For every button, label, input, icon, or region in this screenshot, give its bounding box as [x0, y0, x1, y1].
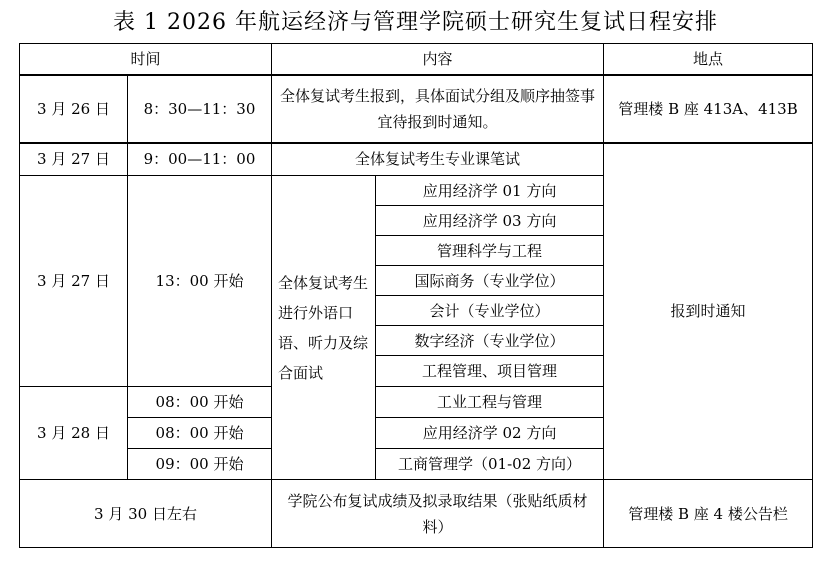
date-cell: 3 月 28 日	[20, 387, 128, 480]
date-cell: 3 月 30 日左右	[20, 480, 272, 548]
date-cell: 3 月 27 日	[20, 143, 128, 176]
schedule-table	[19, 43, 813, 548]
table-row	[20, 75, 813, 143]
table-row	[20, 480, 813, 548]
time-cell: 13：00 开始	[128, 176, 272, 387]
header-time: 时间	[20, 44, 272, 75]
time-cell: 8：30—11：30	[128, 75, 272, 143]
major-cell: 工业工程与管理	[376, 387, 604, 418]
time-cell: 09：00 开始	[128, 449, 272, 480]
location-cell: 管理楼 B 座 413A、413B	[604, 75, 813, 143]
major-cell: 工程管理、项目管理	[376, 356, 604, 387]
date-cell: 3 月 27 日	[20, 176, 128, 387]
header-row	[20, 44, 813, 75]
interview-desc-cell: 全体复试考生进行外语口语、听力及综合面试	[272, 176, 376, 480]
document-title: 表 1 2026 年航运经济与管理学院硕士研究生复试日程安排	[113, 10, 718, 35]
major-cell: 会计（专业学位）	[376, 296, 604, 326]
time-cell: 08：00 开始	[128, 387, 272, 418]
header-content: 内容	[272, 44, 604, 75]
major-cell: 管理科学与工程	[376, 236, 604, 266]
major-cell: 国际商务（专业学位）	[376, 266, 604, 296]
table-row	[20, 143, 813, 176]
location-cell: 管理楼 B 座 4 楼公告栏	[604, 480, 813, 548]
header-location: 地点	[604, 44, 813, 75]
location-cell: 报到时通知	[604, 143, 813, 480]
major-cell: 数字经济（专业学位）	[376, 326, 604, 356]
major-cell: 应用经济学 01 方向	[376, 176, 604, 206]
time-cell: 08：00 开始	[128, 418, 272, 449]
content-cell: 全体复试考生专业课笔试	[272, 143, 604, 176]
time-cell: 9：00—11：00	[128, 143, 272, 176]
major-cell: 工商管理学（01-02 方向）	[376, 449, 604, 480]
date-cell: 3 月 26 日	[20, 75, 128, 143]
major-cell: 应用经济学 02 方向	[376, 418, 604, 449]
content-cell: 全体复试考生报到，具体面试分组及顺序抽签事宜待报到时通知。	[272, 75, 604, 143]
major-cell: 应用经济学 03 方向	[376, 206, 604, 236]
content-cell: 学院公布复试成绩及拟录取结果（张贴纸质材料）	[272, 480, 604, 548]
